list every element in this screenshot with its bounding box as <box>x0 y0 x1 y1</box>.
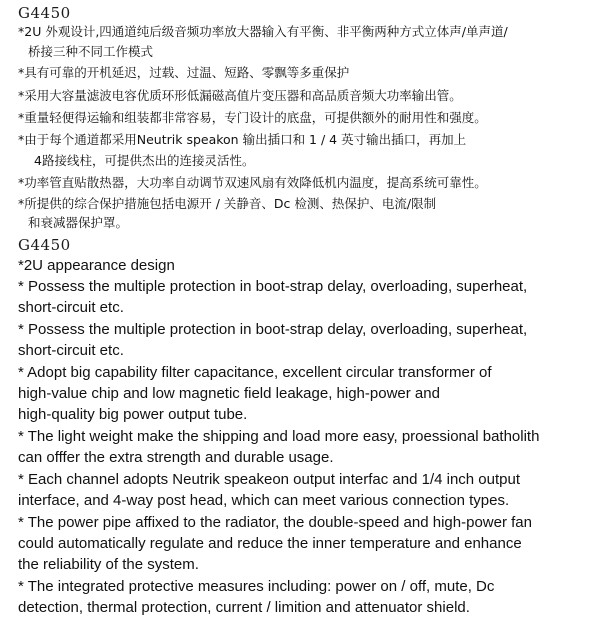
english-line: detection, thermal protection, current / limition and attenuator shield. <box>18 599 470 616</box>
chinese-line: *功率管直贴散热器，大功率自动调节双速风扇有效降低机内温度，提高系统可靠性。 <box>18 175 487 190</box>
model-heading-chinese: G4450 <box>18 4 71 22</box>
chinese-line: 桥接三种不同工作模式 <box>28 44 154 59</box>
chinese-line: *采用大容量滤波电容优质环形低漏磁高值片变压器和高品质音频大功率输出管。 <box>18 88 462 103</box>
chinese-line: 4路接线柱，可提供杰出的连接灵活性。 <box>34 153 255 168</box>
english-line: * The integrated protective measures including: power on / off, mute, Dc <box>18 578 495 595</box>
english-line: can offfer the extra strength and durable usage. <box>18 449 334 466</box>
chinese-line: 和衰减器保护罩。 <box>28 215 129 230</box>
english-line: * Possess the multiple protection in boot-strap delay, overloading, superheat, <box>18 321 528 338</box>
chinese-line: *2U 外观设计,四通道纯后级音频功率放大器输入有平衡、非平衡两种方式立体声/单声道/ <box>18 24 508 39</box>
english-line: * Each channel adopts Neutrik speakeon output interfac and 1/4 inch output <box>18 471 521 488</box>
english-line: the reliability of the system. <box>18 556 199 573</box>
model-heading-english: G4450 <box>18 236 71 254</box>
english-line: could automatically regulate and reduce the inner temperature and enhance <box>18 535 522 552</box>
english-line: short-circuit etc. <box>18 299 124 316</box>
english-line: short-circuit etc. <box>18 342 124 359</box>
chinese-line: *所提供的综合保护措施包括电源开 / 关静音、Dc 检测、热保护、电流/限制 <box>18 196 437 211</box>
english-line: * The light weight make the shipping and load more easy, proessional batholith <box>18 428 540 445</box>
english-line: *2U appearance design <box>18 257 175 274</box>
chinese-line: *由于每个通道都采用Neutrik speakon 输出插口和 1 / 4 英寸输出插口，再加上 <box>18 132 467 147</box>
english-line: * Possess the multiple protection in boot-strap delay, overloading, superheat, <box>18 278 528 295</box>
chinese-line: *具有可靠的开机延迟，过载、过温、短路、零飘等多重保护 <box>18 65 350 80</box>
chinese-line: *重量轻便得运输和组装都非常容易，专门设计的底盘，可提供额外的耐用性和强度。 <box>18 110 487 125</box>
english-line: * The power pipe affixed to the radiator, the double-speed and high-power fan <box>18 514 532 531</box>
english-line: high-quality big power output tube. <box>18 406 248 423</box>
english-line: high-value chip and low magnetic field leakage, high-power and <box>18 385 440 402</box>
english-line: interface, and 4-way post head, which can meet various connection types. <box>18 492 510 509</box>
english-line: * Adopt big capability filter capacitance, excellent circular transformer of <box>18 364 492 381</box>
